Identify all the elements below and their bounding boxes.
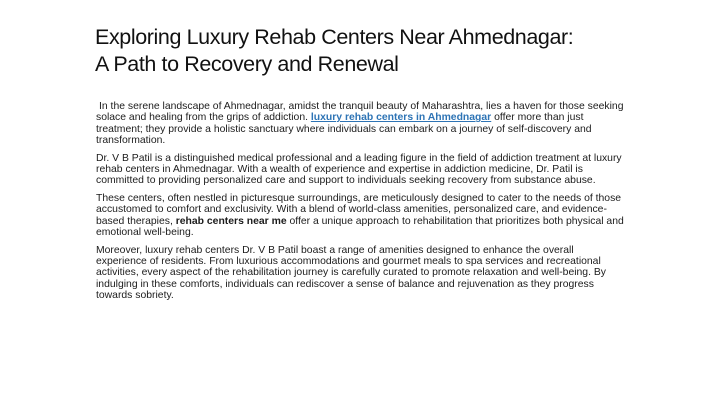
body-text bbox=[96, 101, 624, 308]
rehab-centers-bold-phrase: rehab centers near me bbox=[175, 215, 287, 227]
paragraph-1-intro: In the serene landscape of Ahmednagar, amidst the tranquil beauty of Maharashtra, lies a haven for those seeking solace and healing from the grips of addiction. bbox=[96, 101, 624, 124]
title-line-1: Exploring Luxury Rehab Centers Near Ahmednagar: bbox=[95, 25, 574, 49]
paragraph-1-rest: offer more than just treatment; they provide a holistic sanctuary where individuals can embark on a journey of self-discovery and transformation. bbox=[96, 112, 592, 146]
luxury-rehab-link[interactable]: luxury rehab centers in Ahmednagar bbox=[310, 112, 492, 124]
paragraph-3-rest: offer a unique approach to rehabilitation that prioritizes both physical and emotional well-being. bbox=[96, 215, 624, 238]
paragraph-3-intro: These centers, often nestled in picturesque surroundings, are meticulously designed to cater to the needs of those accustomed to comfort and exclusivity. With a blend of world-class amenities, personalized care, and evidence-based therapies, bbox=[96, 193, 622, 227]
paragraph-4: Moreover, luxury rehab centers Dr. V B Patil boast a range of amenities designed to enhance the overall experience of residents. From luxurious accommodations and gourmet meals to spa services and recreational activities, every aspect of the rehabilitation journey is carefully curated to promote relaxation and well-being. By indulging in these comforts, individuals can rediscover a sense of balance and rejuvenation as they progress towards sobriety. bbox=[96, 244, 606, 301]
slide-title bbox=[95, 24, 695, 78]
paragraph-3 bbox=[96, 193, 624, 238]
paragraph-1 bbox=[96, 101, 624, 146]
paragraph-2: Dr. V B Patil is a distinguished medical professional and a leading figure in the field of addiction treatment at luxury rehab centers in Ahmednagar. With a wealth of experience and expertise in addiction medicine, Dr. Patil is committed to providing personalized care and support to individuals seeking recovery from substance abuse. bbox=[96, 152, 622, 187]
title-line-2: A Path to Recovery and Renewal bbox=[95, 52, 399, 76]
